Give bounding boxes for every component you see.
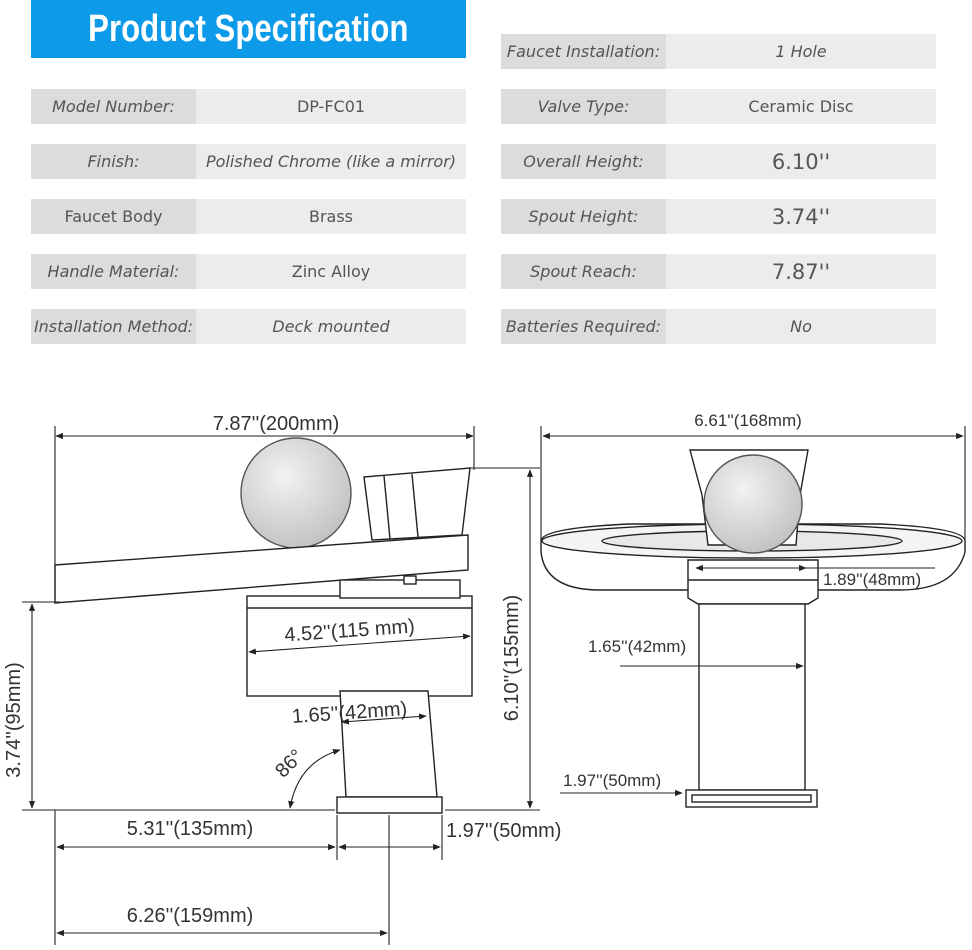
dim-spout-height: 3.74''(95mm) bbox=[3, 662, 25, 778]
dim-reach-to-base: 5.31''(135mm) bbox=[126, 818, 254, 840]
nut bbox=[688, 560, 818, 604]
spec-label: Model Number: bbox=[31, 89, 196, 124]
spec-value: No bbox=[666, 309, 936, 344]
spec-label: Faucet Installation: bbox=[501, 34, 666, 69]
spec-label: Finish: bbox=[31, 144, 196, 179]
dim-nut-width: 1.89''(48mm) bbox=[823, 570, 922, 589]
spec-value: DP-FC01 bbox=[196, 89, 466, 124]
spec-value: 6.10'' bbox=[666, 144, 936, 179]
spec-label: Installation Method: bbox=[31, 309, 196, 344]
dim-base-width: 1.97''(50mm) bbox=[446, 820, 562, 842]
front-base bbox=[686, 790, 817, 807]
spec-value: 7.87'' bbox=[666, 254, 936, 289]
spec-label: Valve Type: bbox=[501, 89, 666, 124]
diamond-icon: ◆ bbox=[465, 17, 482, 41]
spec-label: Faucet Body bbox=[31, 199, 196, 234]
front-view bbox=[541, 450, 965, 807]
front-handle-ball bbox=[704, 455, 802, 553]
spec-label: Spout Height: bbox=[501, 199, 666, 234]
dim-overall-width: 7.87''(200mm) bbox=[212, 413, 340, 435]
dim-overall-height: 6.10''(155mm) bbox=[501, 594, 523, 722]
valve-body bbox=[247, 596, 472, 696]
spec-value: Brass bbox=[196, 199, 466, 234]
page-title: Product Specification bbox=[88, 7, 409, 50]
spec-label: Spout Reach: bbox=[501, 254, 666, 289]
dim-front-width: 6.61''(168mm) bbox=[694, 411, 802, 430]
dim-reach-to-center: 6.26''(159mm) bbox=[126, 905, 254, 927]
dim-neck-width: 1.65''(42mm) bbox=[291, 698, 408, 729]
diamond-icon: ◆ bbox=[15, 17, 32, 41]
spec-value: Zinc Alloy bbox=[196, 254, 466, 289]
spec-label: Batteries Required: bbox=[501, 309, 666, 344]
spec-label: Handle Material: bbox=[31, 254, 196, 289]
spec-label: Overall Height: bbox=[501, 144, 666, 179]
spec-value: Deck mounted bbox=[196, 309, 466, 344]
front-neck bbox=[699, 604, 805, 790]
dim-angle: 86° bbox=[271, 745, 309, 783]
spec-value: 3.74'' bbox=[666, 199, 936, 234]
dim-inner-width: 4.52''(115 mm) bbox=[283, 615, 416, 647]
spec-value: Ceramic Disc bbox=[666, 89, 936, 124]
spec-value: Polished Chrome (like a mirror) bbox=[196, 144, 466, 179]
base bbox=[337, 797, 442, 813]
dim-front-neck: 1.65''(42mm) bbox=[588, 637, 687, 656]
dim-front-base: 1.97''(50mm) bbox=[563, 771, 662, 790]
spec-value: 1 Hole bbox=[666, 34, 936, 69]
handle-ball bbox=[241, 438, 351, 548]
